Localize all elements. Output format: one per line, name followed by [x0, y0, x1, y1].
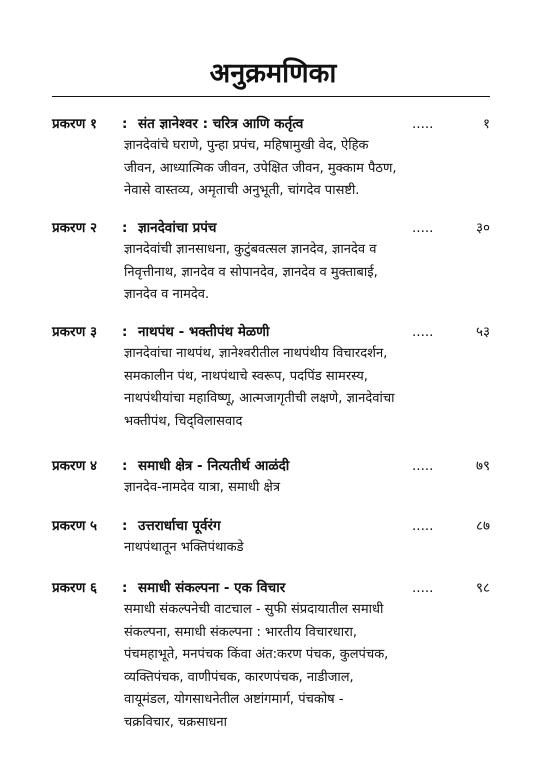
topic-line: ज्ञानदेवांची ज्ञानसाधना, कुटुंबवत्सल ज्ञानदेव, ज्ञानदेव व — [124, 242, 377, 257]
chapter-title: ज्ञानदेवांचा प्रपंच — [138, 220, 217, 236]
topic-line: पंचमहाभूते, मनपंचक किंवा अंत:करण पंचक, कुलपंचक, — [124, 647, 389, 663]
page-number: ५३ — [475, 324, 490, 340]
chapter-topics — [124, 477, 450, 500]
chapter-separator: : — [122, 458, 128, 474]
chapter-topics — [124, 135, 450, 203]
chapter-separator: : — [122, 518, 128, 534]
dot-leader: ..... — [412, 518, 434, 534]
chapter-topics — [124, 599, 450, 735]
chapter-title: संत ज्ञानेश्वर : चरित्र आणि कर्तृत्व — [138, 116, 304, 132]
chapter-title: उत्तरार्धाचा पूर्वरंग — [138, 518, 221, 534]
page-number: १ — [482, 116, 490, 132]
entry-heading — [52, 113, 490, 135]
chapter-topics — [124, 343, 450, 433]
topic-line: ज्ञानदेव व नामदेव. — [124, 287, 210, 303]
chapter-separator: : — [122, 220, 128, 236]
chapter-label: प्रकरण २ — [52, 220, 98, 236]
topic-line: जीवन, आध्यात्मिक जीवन, उपेक्षित जीवन, मुक्काम पैठण, — [124, 160, 397, 176]
topic-line: समकालीन पंथ, नाथपंथाचे स्वरूप, पदपिंड सामरस्य, — [124, 368, 368, 384]
page-title: अनुक्रमणिका — [209, 58, 337, 89]
toc-entry-4[interactable] — [52, 455, 490, 500]
chapter-topics — [124, 537, 450, 560]
topic-line: ज्ञानदेवांचे घराणे, पुन्हा प्रपंच, महिषामुखी वेद, ऐहिक — [124, 138, 369, 153]
chapter-topics — [124, 239, 450, 307]
chapter-title: समाधी संकल्पना - एक विचार — [138, 580, 286, 596]
entry-heading — [52, 217, 490, 239]
topic-line: नाथपंथीयांचा महाविष्णू, आत्मजागृतीची लक्षणे, ज्ञानदेवांचा — [124, 391, 395, 407]
chapter-label: प्रकरण ३ — [52, 324, 98, 340]
toc-entry-6[interactable] — [52, 577, 490, 735]
page-number: ८७ — [475, 518, 490, 534]
page-number: ७९ — [475, 458, 490, 474]
chapter-title: समाधी क्षेत्र - नित्यतीर्थ आळंदी — [138, 458, 290, 474]
entry-heading — [52, 455, 490, 477]
chapter-label: प्रकरण १ — [52, 116, 98, 132]
chapter-title: नाथपंथ - भक्तीपंथ मेळणी — [138, 324, 270, 340]
topic-line: ज्ञानदेव-नामदेव यात्रा, समाधी क्षेत्र — [124, 480, 280, 495]
entry-heading — [52, 577, 490, 599]
topic-line: चक्रविचार, चक्रसाधना — [124, 714, 228, 730]
topic-line: वायूमंडल, योगसाधनेतील अष्टांगमार्ग, पंचकोष - — [124, 692, 344, 708]
chapter-separator: : — [122, 324, 128, 340]
page-number: ३० — [475, 220, 490, 236]
chapter-label: प्रकरण ५ — [52, 518, 98, 534]
topic-line: संकल्पना, समाधी संकल्पना : भारतीय विचारधारा, — [124, 624, 357, 640]
topic-line: नेवासे वास्तव्य, अमृताची अनुभूती, चांगदेव पासष्टी. — [124, 183, 360, 199]
dot-leader: ..... — [412, 220, 434, 236]
dot-leader: ..... — [412, 458, 434, 474]
toc-entry-2[interactable] — [52, 217, 490, 307]
entry-heading — [52, 321, 490, 343]
topic-line: नाथपंथातून भक्तिपंथाकडे — [124, 540, 244, 555]
chapter-label: प्रकरण ६ — [52, 580, 98, 596]
title-underline — [52, 96, 490, 97]
chapter-label: प्रकरण ४ — [52, 458, 98, 474]
dot-leader: ..... — [412, 116, 434, 132]
dot-leader: ..... — [412, 580, 434, 596]
toc-entry-5[interactable] — [52, 515, 490, 560]
topic-line: ज्ञानदेवांचा नाथपंथ, ज्ञानेश्वरीतील नाथपंथीय विचारदर्शन, — [124, 346, 388, 361]
topic-line: व्यक्तिपंचक, वाणीपंचक, कारणपंचक, नाडीजाल, — [124, 669, 354, 685]
page-number: ९८ — [475, 580, 490, 596]
toc-entry-1[interactable] — [52, 113, 490, 203]
entry-heading — [52, 515, 490, 537]
topic-line: भक्तीपंथ, चिद्‌विलासवाद — [124, 413, 243, 429]
chapter-separator: : — [122, 116, 128, 132]
toc-entry-3[interactable] — [52, 321, 490, 433]
dot-leader: ..... — [412, 324, 434, 340]
topic-line: समाधी संकल्पनेची वाटचाल - सुफी संप्रदायातील समाधी — [124, 602, 384, 617]
chapter-separator: : — [122, 580, 128, 596]
topic-line: निवृत्तीनाथ, ज्ञानदेव व सोपानदेव, ज्ञानदेव व मुक्ताबाई, — [124, 264, 378, 280]
